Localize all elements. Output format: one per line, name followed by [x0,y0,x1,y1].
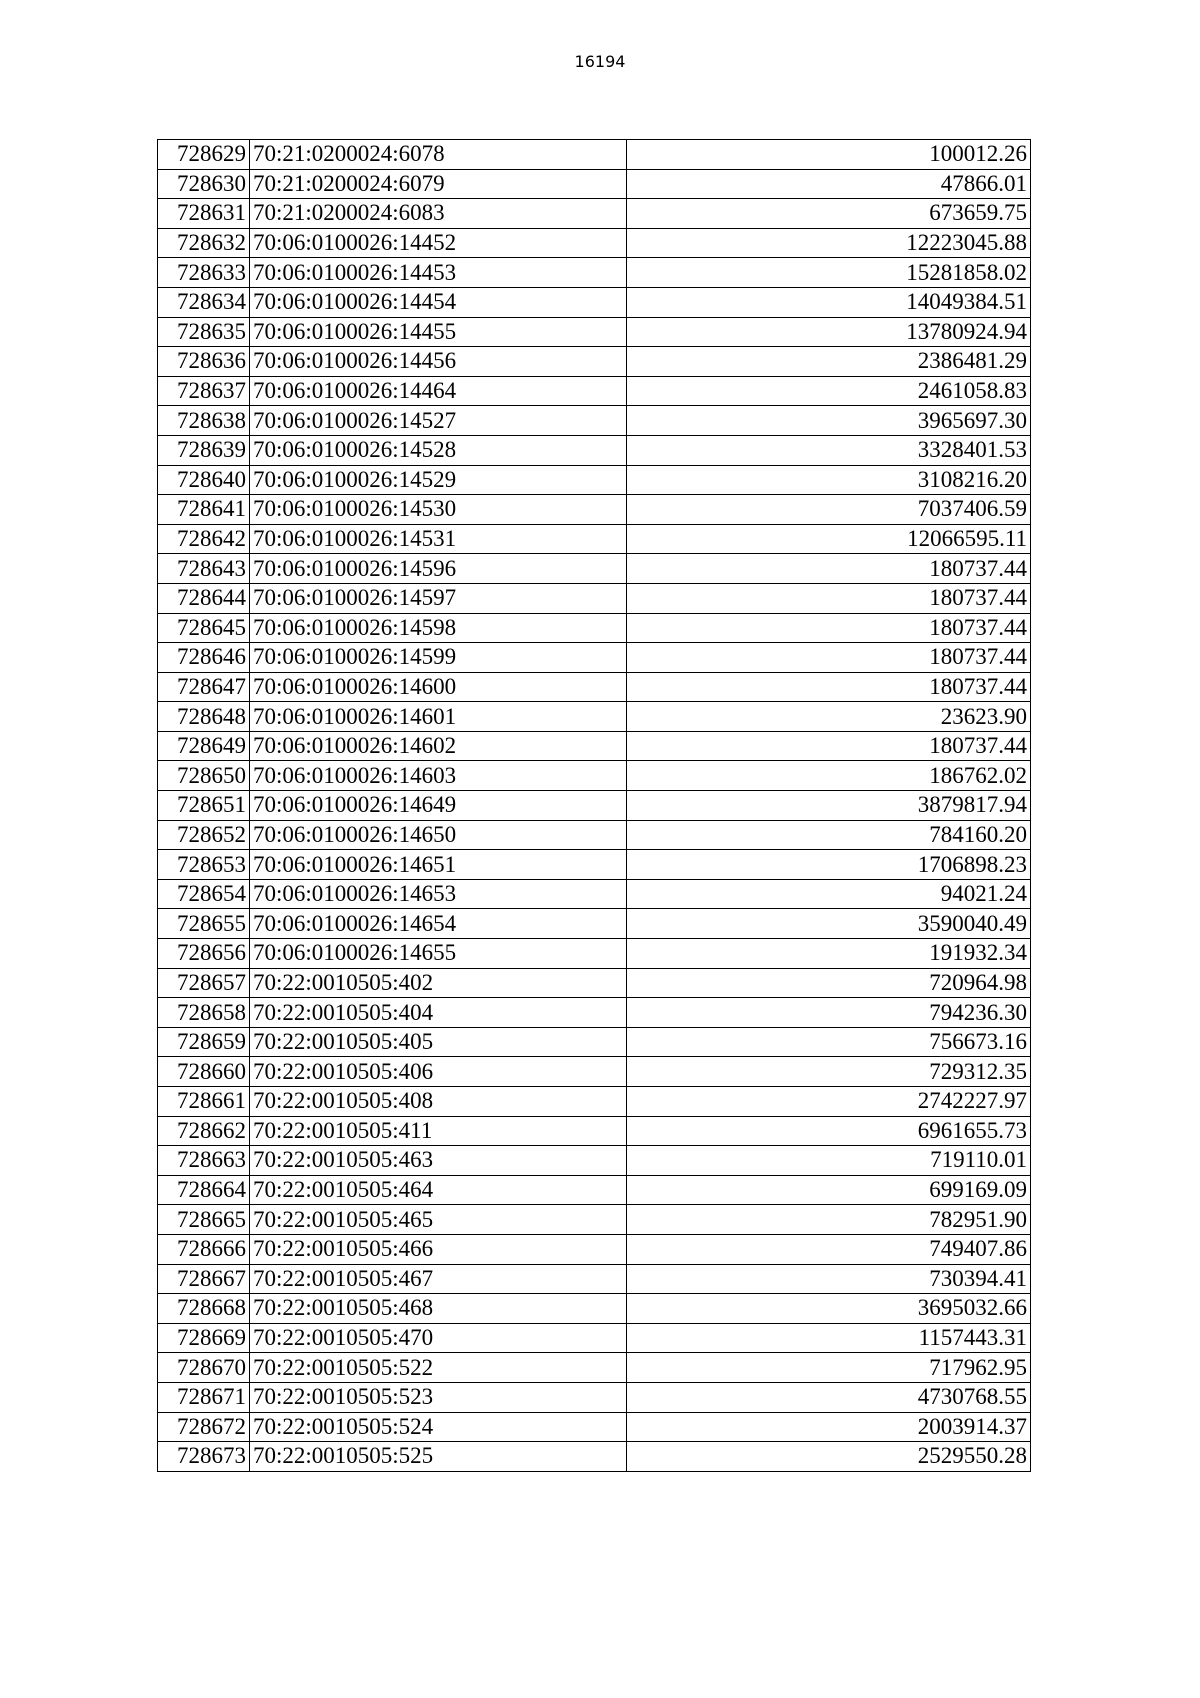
table-row [158,435,1031,465]
cadastral-value-cell: 3590040.49 [627,909,1031,939]
cadastral-value-cell: 191932.34 [627,939,1031,969]
cadastral-number-cell: 70:06:0100026:14598 [250,613,627,643]
row-number-cell: 728631 [158,199,250,229]
cadastral-value-cell: 180737.44 [627,643,1031,673]
cadastral-value-cell: 2529550.28 [627,1442,1031,1472]
cadastral-number-cell: 70:06:0100026:14600 [250,672,627,702]
table-row [158,376,1031,406]
cadastral-number-cell: 70:22:0010505:470 [250,1323,627,1353]
cadastral-number-cell: 70:22:0010505:464 [250,1175,627,1205]
table-row [158,613,1031,643]
cadastral-value-cell: 23623.90 [627,702,1031,732]
row-number-cell: 728638 [158,406,250,436]
cadastral-number-cell: 70:06:0100026:14454 [250,287,627,317]
row-number-cell: 728671 [158,1382,250,1412]
cadastral-number-cell: 70:06:0100026:14602 [250,731,627,761]
cadastral-value-cell: 2461058.83 [627,376,1031,406]
cadastral-number-cell: 70:21:0200024:6083 [250,199,627,229]
cadastral-value-cell: 2003914.37 [627,1412,1031,1442]
cadastral-value-cell: 2742227.97 [627,1087,1031,1117]
table-row [158,583,1031,613]
row-number-cell: 728639 [158,435,250,465]
cadastral-number-cell: 70:22:0010505:405 [250,1027,627,1057]
row-number-cell: 728653 [158,850,250,880]
table-row [158,1175,1031,1205]
cadastral-number-cell: 70:06:0100026:14452 [250,228,627,258]
row-number-cell: 728672 [158,1412,250,1442]
row-number-cell: 728662 [158,1116,250,1146]
cadastral-value-cell: 784160.20 [627,820,1031,850]
row-number-cell: 728654 [158,879,250,909]
cadastral-number-cell: 70:22:0010505:408 [250,1087,627,1117]
row-number-cell: 728666 [158,1234,250,1264]
row-number-cell: 728652 [158,820,250,850]
cadastral-value-cell: 756673.16 [627,1027,1031,1057]
table-row [158,1382,1031,1412]
cadastral-value-cell: 749407.86 [627,1234,1031,1264]
cadastral-number-cell: 70:06:0100026:14531 [250,524,627,554]
page-number: 16194 [574,52,626,71]
table-row [158,554,1031,584]
table-row [158,1116,1031,1146]
row-number-cell: 728641 [158,495,250,525]
cadastral-value-cell: 794236.30 [627,998,1031,1028]
cadastral-number-cell: 70:06:0100026:14455 [250,317,627,347]
row-number-cell: 728642 [158,524,250,554]
cadastral-value-cell: 719110.01 [627,1146,1031,1176]
row-number-cell: 728647 [158,672,250,702]
cadastral-value-cell: 15281858.02 [627,258,1031,288]
table-row [158,1234,1031,1264]
cadastral-value-cell: 180737.44 [627,613,1031,643]
cadastral-number-cell: 70:21:0200024:6078 [250,140,627,170]
table-row [158,1087,1031,1117]
row-number-cell: 728663 [158,1146,250,1176]
cadastral-value-cell: 100012.26 [627,140,1031,170]
cadastral-number-cell: 70:06:0100026:14464 [250,376,627,406]
table-row [158,1323,1031,1353]
table-row [158,199,1031,229]
table-row [158,1412,1031,1442]
table-row [158,761,1031,791]
cadastral-value-cell: 3965697.30 [627,406,1031,436]
cadastral-number-cell: 70:22:0010505:404 [250,998,627,1028]
table-row [158,850,1031,880]
row-number-cell: 728646 [158,643,250,673]
cadastral-number-cell: 70:22:0010505:522 [250,1353,627,1383]
row-number-cell: 728661 [158,1087,250,1117]
cadastral-number-cell: 70:06:0100026:14599 [250,643,627,673]
cadastral-value-cell: 730394.41 [627,1264,1031,1294]
cadastral-number-cell: 70:06:0100026:14527 [250,406,627,436]
cadastral-value-table [157,139,1031,1472]
cadastral-value-cell: 180737.44 [627,731,1031,761]
row-number-cell: 728669 [158,1323,250,1353]
cadastral-number-cell: 70:06:0100026:14654 [250,909,627,939]
cadastral-value-cell: 12223045.88 [627,228,1031,258]
table-row [158,465,1031,495]
cadastral-number-cell: 70:22:0010505:411 [250,1116,627,1146]
row-number-cell: 728667 [158,1264,250,1294]
table-row [158,347,1031,377]
row-number-cell: 728629 [158,140,250,170]
cadastral-number-cell: 70:22:0010505:524 [250,1412,627,1442]
cadastral-value-cell: 3108216.20 [627,465,1031,495]
table-row [158,909,1031,939]
table-row [158,643,1031,673]
row-number-cell: 728656 [158,939,250,969]
table-row [158,1294,1031,1324]
cadastral-value-cell: 47866.01 [627,169,1031,199]
cadastral-value-cell: 94021.24 [627,879,1031,909]
cadastral-value-cell: 180737.44 [627,554,1031,584]
row-number-cell: 728637 [158,376,250,406]
table-row [158,672,1031,702]
table-row [158,1353,1031,1383]
table-row [158,524,1031,554]
row-number-cell: 728665 [158,1205,250,1235]
row-number-cell: 728673 [158,1442,250,1472]
cadastral-number-cell: 70:22:0010505:465 [250,1205,627,1235]
table-row [158,228,1031,258]
cadastral-value-cell: 6961655.73 [627,1116,1031,1146]
table-row [158,731,1031,761]
table-row [158,1027,1031,1057]
cadastral-value-cell: 3695032.66 [627,1294,1031,1324]
row-number-cell: 728632 [158,228,250,258]
cadastral-value-cell: 180737.44 [627,672,1031,702]
cadastral-value-cell: 1706898.23 [627,850,1031,880]
table-row [158,406,1031,436]
cadastral-value-cell: 2386481.29 [627,347,1031,377]
cadastral-number-cell: 70:06:0100026:14453 [250,258,627,288]
table-row [158,495,1031,525]
table-row [158,1264,1031,1294]
cadastral-number-cell: 70:06:0100026:14649 [250,791,627,821]
table-row [158,939,1031,969]
cadastral-number-cell: 70:06:0100026:14650 [250,820,627,850]
cadastral-value-cell: 13780924.94 [627,317,1031,347]
cadastral-number-cell: 70:22:0010505:525 [250,1442,627,1472]
cadastral-value-cell: 699169.09 [627,1175,1031,1205]
row-number-cell: 728660 [158,1057,250,1087]
table-row [158,258,1031,288]
table-body [158,140,1031,1472]
table-row [158,169,1031,199]
cadastral-value-cell: 3879817.94 [627,791,1031,821]
table-row [158,1205,1031,1235]
cadastral-number-cell: 70:22:0010505:466 [250,1234,627,1264]
cadastral-number-cell: 70:06:0100026:14529 [250,465,627,495]
cadastral-value-cell: 14049384.51 [627,287,1031,317]
row-number-cell: 728648 [158,702,250,732]
table-row [158,1442,1031,1472]
table-row [158,1146,1031,1176]
row-number-cell: 728645 [158,613,250,643]
cadastral-value-cell: 720964.98 [627,968,1031,998]
cadastral-number-cell: 70:06:0100026:14653 [250,879,627,909]
table-row [158,287,1031,317]
row-number-cell: 728657 [158,968,250,998]
table-row [158,317,1031,347]
row-number-cell: 728633 [158,258,250,288]
table-row [158,879,1031,909]
cadastral-value-cell: 3328401.53 [627,435,1031,465]
row-number-cell: 728651 [158,791,250,821]
table-row [158,968,1031,998]
row-number-cell: 728640 [158,465,250,495]
cadastral-number-cell: 70:22:0010505:467 [250,1264,627,1294]
cadastral-number-cell: 70:06:0100026:14597 [250,583,627,613]
cadastral-number-cell: 70:06:0100026:14456 [250,347,627,377]
cadastral-value-cell: 1157443.31 [627,1323,1031,1353]
cadastral-number-cell: 70:06:0100026:14530 [250,495,627,525]
table-row [158,140,1031,170]
cadastral-value-cell: 7037406.59 [627,495,1031,525]
cadastral-number-cell: 70:06:0100026:14651 [250,850,627,880]
row-number-cell: 728635 [158,317,250,347]
cadastral-number-cell: 70:22:0010505:402 [250,968,627,998]
cadastral-number-cell: 70:22:0010505:523 [250,1382,627,1412]
cadastral-value-cell: 782951.90 [627,1205,1031,1235]
cadastral-number-cell: 70:06:0100026:14528 [250,435,627,465]
cadastral-value-cell: 673659.75 [627,199,1031,229]
cadastral-value-cell: 180737.44 [627,583,1031,613]
row-number-cell: 728658 [158,998,250,1028]
cadastral-number-cell: 70:06:0100026:14601 [250,702,627,732]
row-number-cell: 728659 [158,1027,250,1057]
row-number-cell: 728668 [158,1294,250,1324]
cadastral-number-cell: 70:06:0100026:14603 [250,761,627,791]
table-row [158,998,1031,1028]
row-number-cell: 728634 [158,287,250,317]
row-number-cell: 728643 [158,554,250,584]
cadastral-number-cell: 70:21:0200024:6079 [250,169,627,199]
row-number-cell: 728636 [158,347,250,377]
cadastral-value-cell: 729312.35 [627,1057,1031,1087]
row-number-cell: 728655 [158,909,250,939]
cadastral-value-cell: 4730768.55 [627,1382,1031,1412]
row-number-cell: 728670 [158,1353,250,1383]
cadastral-number-cell: 70:22:0010505:468 [250,1294,627,1324]
table-row [158,791,1031,821]
row-number-cell: 728664 [158,1175,250,1205]
cadastral-value-cell: 717962.95 [627,1353,1031,1383]
cadastral-number-cell: 70:22:0010505:463 [250,1146,627,1176]
table-row [158,702,1031,732]
cadastral-value-cell: 186762.02 [627,761,1031,791]
cadastral-number-cell: 70:22:0010505:406 [250,1057,627,1087]
table-row [158,1057,1031,1087]
row-number-cell: 728650 [158,761,250,791]
cadastral-number-cell: 70:06:0100026:14655 [250,939,627,969]
row-number-cell: 728644 [158,583,250,613]
cadastral-number-cell: 70:06:0100026:14596 [250,554,627,584]
cadastral-value-cell: 12066595.11 [627,524,1031,554]
table-row [158,820,1031,850]
row-number-cell: 728630 [158,169,250,199]
row-number-cell: 728649 [158,731,250,761]
